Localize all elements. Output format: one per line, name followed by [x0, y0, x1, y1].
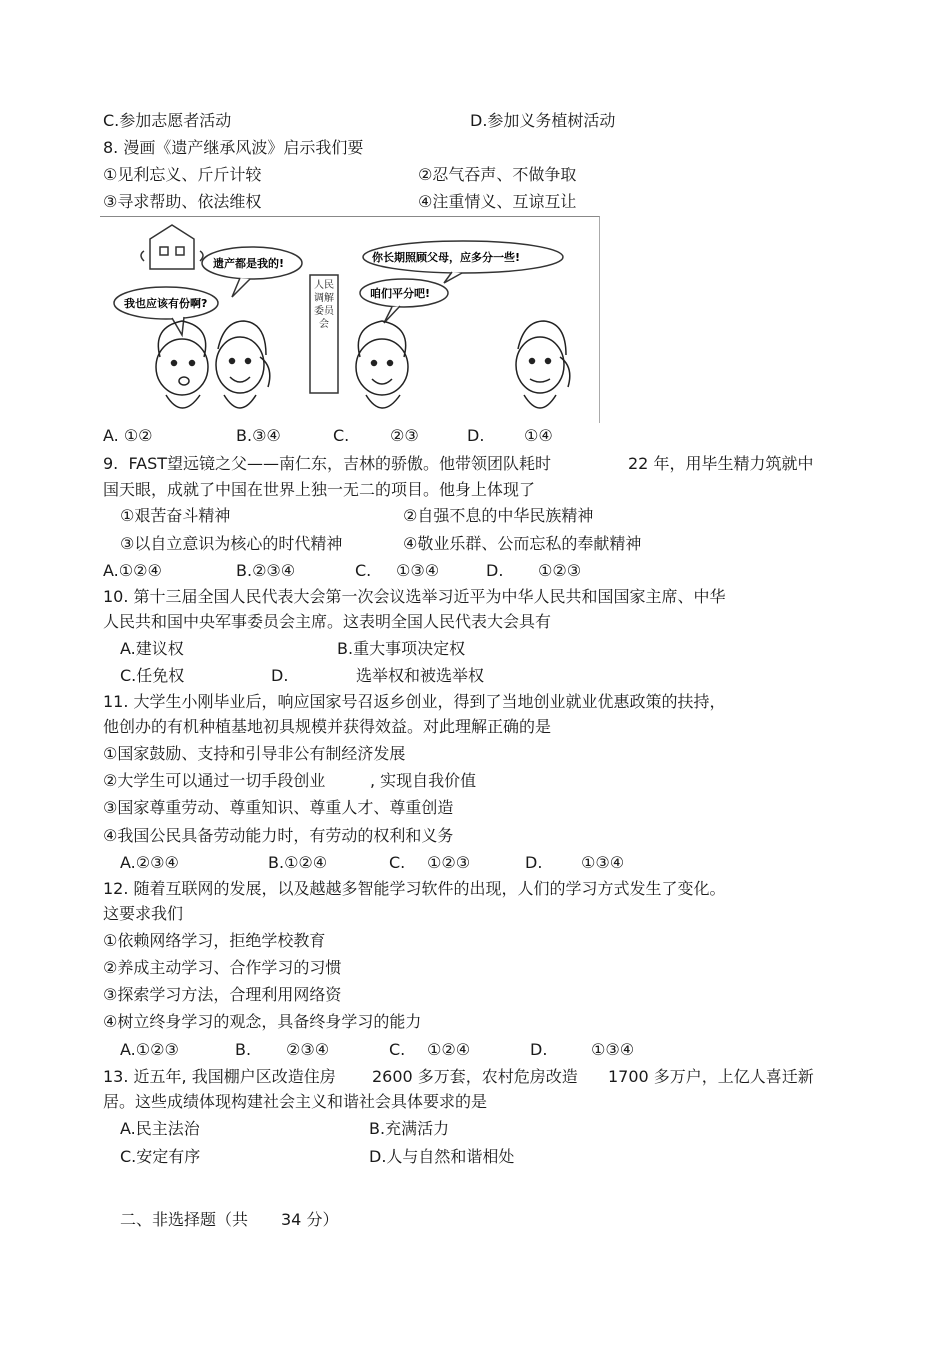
q9-line-2: 国天眼，成就了中国在世界上独一无二的项目。他身上体现了 [103, 480, 536, 499]
q10-option-d-value: 选举权和被选举权 [356, 666, 485, 685]
q11-option-c-value: ①②③ [427, 853, 471, 872]
section-2-title: 二、非选择题（共 [120, 1210, 249, 1229]
q12-option-d-value: ①③④ [591, 1040, 635, 1059]
q9-option-d-value: ①②③ [538, 561, 582, 580]
q8-statement-2: ②忍气吞声、不做争取 [418, 165, 577, 184]
q12-option-c: C. [389, 1040, 406, 1059]
q11-option-c: C. [389, 853, 406, 872]
q13-option-c: C.安定有序 [120, 1147, 201, 1166]
q9-statement-4: ④敬业乐群、公而忘私的奉献精神 [403, 534, 642, 553]
bubble-4-text: 咱们平分吧! [370, 287, 431, 300]
q9-option-c: C. [355, 561, 372, 580]
bubble-1-text: 遗产都是我的! [213, 257, 285, 270]
q10-line-2: 人民共和国中央军事委员会主席。这表明全国人民代表大会具有 [103, 612, 552, 631]
person-right-2 [516, 321, 570, 408]
bubble-3-text: 你长期照顾父母，应多分一些! [372, 251, 521, 264]
q12-line-1: 12. 随着互联网的发展，以及越越多智能学习软件的出现，人们的学习方式发生了变化。 [103, 879, 726, 898]
q13-line-2: 居。这些成绩体现构建社会主义和谐社会具体要求的是 [103, 1092, 488, 1111]
q10-line-1: 10. 第十三届全国人民代表大会第一次会议选举习近平为中华人民共和国国家主席、中华 [103, 587, 726, 606]
q10-option-c: C.任免权 [120, 666, 185, 685]
q9-option-a: A.①②④ [103, 561, 162, 580]
q11-line-2: 他创办的有机种植基地初具规模并获得效益。对此理解正确的是 [103, 717, 552, 736]
q8-stem: 8. 漫画《遗产继承风波》启示我们要 [103, 138, 364, 157]
q13-option-a: A.民主法治 [120, 1119, 200, 1138]
q11-option-d: D. [525, 853, 543, 872]
person-right-1 [356, 321, 408, 408]
q9-option-d: D. [486, 561, 504, 580]
q13-option-d: D.人与自然和谐相处 [369, 1147, 515, 1166]
q8-statement-3: ③寻求帮助、依法维权 [103, 192, 262, 211]
q12-line-2: 这要求我们 [103, 904, 184, 923]
q8-option-d-value: ①④ [524, 426, 553, 445]
q8-statement-4: ④注重情义、互谅互让 [418, 192, 577, 211]
cartoon-drawing [100, 217, 599, 423]
person-left-2 [216, 321, 270, 408]
q12-statement-4: ④树立终身学习的观念，具备终身学习的能力 [103, 1012, 422, 1031]
q8-option-c: C. [333, 426, 350, 445]
q11-option-d-value: ①③④ [581, 853, 625, 872]
q13-option-b: B.充满活力 [369, 1119, 450, 1138]
q13-line-1c: 1700 多万户，上亿人喜迁新 [608, 1067, 814, 1086]
q13-line-1b: 2600 多万套，农村危房改造 [372, 1067, 578, 1086]
q9-line-1: 9. FAST望远镜之父——南仁东，吉林的骄傲。他带领团队耗时 [103, 454, 552, 473]
mediation-sign-text: 人民调解委员会 [314, 280, 334, 330]
q9-statement-2: ②自强不息的中华民族精神 [403, 506, 594, 525]
q11-statement-1: ①国家鼓励、支持和引导非公有制经济发展 [103, 744, 406, 763]
q8-option-b: B.③④ [236, 426, 281, 445]
section-2-score: 34 分） [281, 1210, 339, 1229]
q12-statement-2: ②养成主动学习、合作学习的习惯 [103, 958, 342, 977]
bubble-2-text: 我也应该有份啊? [124, 297, 208, 310]
q11-line-1: 11. 大学生小刚毕业后，响应国家号召返乡创业，得到了当地创业就业优惠政策的扶持， [103, 692, 726, 711]
q8-statement-1: ①见利忘义、斤斤计较 [103, 165, 262, 184]
q9-option-b: B.②③④ [236, 561, 296, 580]
q10-option-a: A.建议权 [120, 639, 184, 658]
house-icon [141, 225, 203, 269]
q10-option-b: B.重大事项决定权 [337, 639, 466, 658]
q13-line-1a: 13. 近五年, 我国棚户区改造住房 [103, 1067, 336, 1086]
q12-statement-1: ①依赖网络学习，拒绝学校教育 [103, 931, 326, 950]
q8-option-c-value: ②③ [390, 426, 419, 445]
q12-option-d: D. [530, 1040, 548, 1059]
q7-option-d: D.参加义务植树活动 [470, 111, 616, 130]
q12-option-b: B. [235, 1040, 252, 1059]
q11-statement-2b: , 实现自我价值 [370, 771, 477, 790]
q11-option-a: A.②③④ [120, 853, 179, 872]
q11-statement-3: ③国家尊重劳动、尊重知识、尊重人才、尊重创造 [103, 798, 454, 817]
q9-statement-3: ③以自立意识为核心的时代精神 [120, 534, 343, 553]
q9-option-c-value: ①③④ [396, 561, 440, 580]
q12-option-c-value: ①②④ [427, 1040, 471, 1059]
q9-line-1b: 22 年，用毕生精力筑就中 [628, 454, 814, 473]
q11-statement-4: ④我国公民具备劳动能力时，有劳动的权利和义务 [103, 826, 454, 845]
q12-option-b-value: ②③④ [286, 1040, 330, 1059]
inheritance-cartoon [100, 216, 600, 423]
q9-statement-1: ①艰苦奋斗精神 [120, 506, 231, 525]
q7-option-c: C.参加志愿者活动 [103, 111, 232, 130]
q11-option-b: B.①②④ [268, 853, 328, 872]
q12-option-a: A.①②③ [120, 1040, 179, 1059]
q11-statement-2: ②大学生可以通过一切手段创业 [103, 771, 326, 790]
q12-statement-3: ③探索学习方法，合理利用网络资 [103, 985, 342, 1004]
q8-option-d: D. [467, 426, 485, 445]
q8-option-a: A. ①② [103, 426, 153, 445]
q10-option-d: D. [271, 666, 289, 685]
